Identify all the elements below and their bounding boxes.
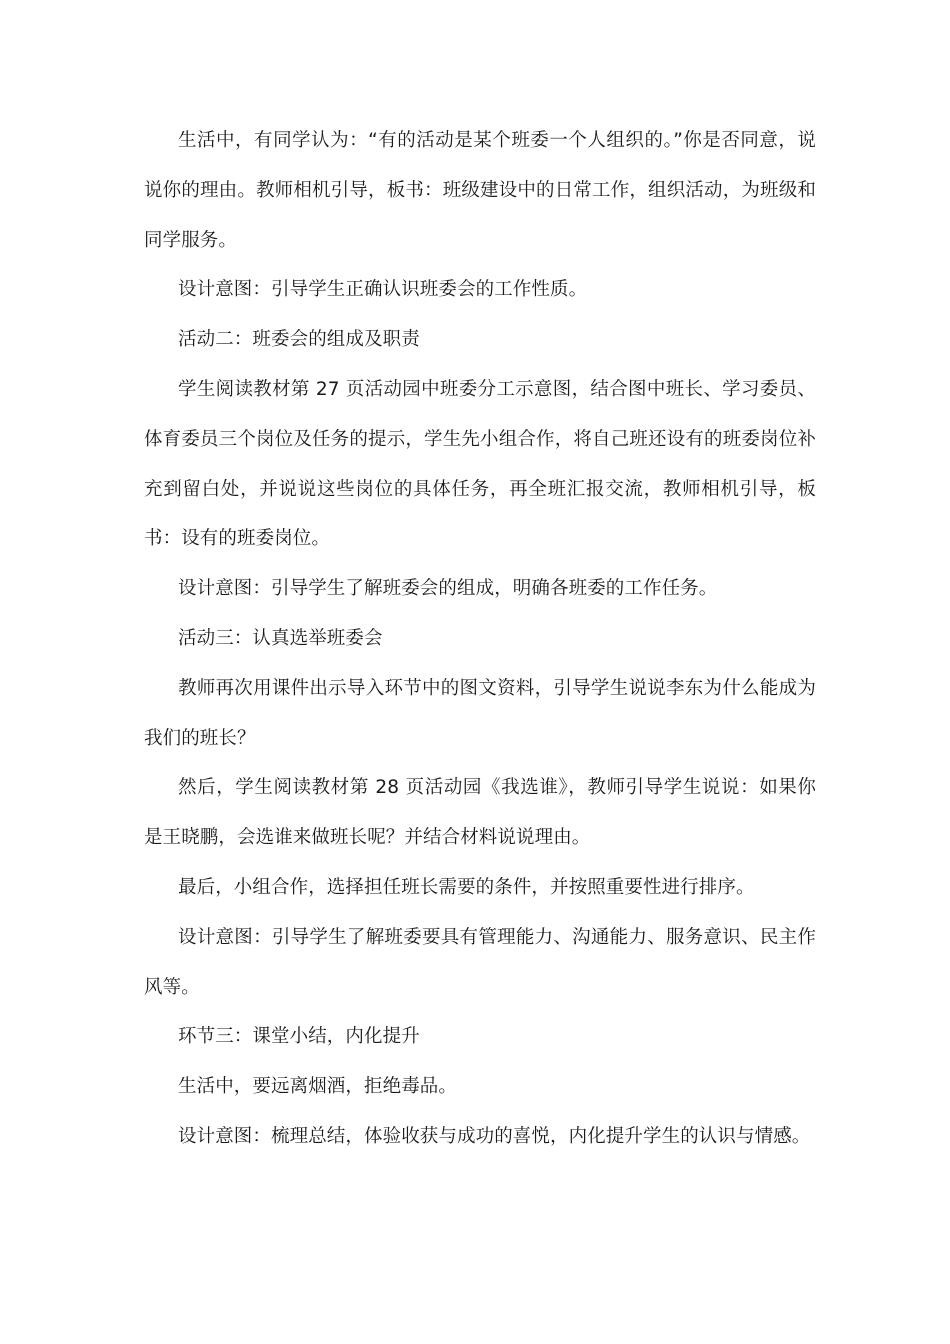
paragraph-life-example: 生活中，有同学认为：“有的活动是某个班委一个人组织的。”你是否同意，说说你的理由。教师相机引导，板书：班级建设中的日常工作，组织活动，为班级和同学服务。 bbox=[144, 130, 816, 251]
heading-section-three: 环节三：课堂小结，内化提升 bbox=[178, 1026, 420, 1048]
paragraph-then: 然后，学生阅读教材第 28 页活动园《我选谁》，教师引导学生说说：如果你是王晓鹏，会选谁来做班长呢？并结合材料说说理由。 bbox=[144, 777, 816, 849]
paragraph-design-intent-2: 设计意图：引导学生了解班委会的组成，明确各班委的工作任务。 bbox=[178, 578, 718, 600]
paragraph-finally: 最后，小组合作，选择担任班长需要的条件，并按照重要性进行排序。 bbox=[178, 876, 755, 898]
paragraph-activity-two-body: 学生阅读教材第 27 页活动园中班委分工示意图，结合图中班长、学习委员、体育委员三个岗位及任务的提示，学生先小组合作，将自己班还设有的班委岗位补充到留白处，并说说这些岗位的具体任务，再全班汇报交流，教师相机引导，板书：设有的班委岗位。 bbox=[144, 378, 816, 550]
paragraph-design-intent-4: 设计意图：梳理总结，体验收获与成功的喜悦，内化提升学生的认识与情感。 bbox=[178, 1125, 811, 1147]
heading-activity-three: 活动三：认真选举班委会 bbox=[178, 627, 383, 649]
paragraph-design-intent-3: 设计意图：引导学生了解班委要具有管理能力、沟通能力、服务意识、民主作风等。 bbox=[144, 926, 816, 998]
heading-activity-two: 活动二：班委会的组成及职责 bbox=[178, 329, 420, 351]
paragraph-design-intent-1: 设计意图：引导学生正确认识班委会的工作性质。 bbox=[178, 279, 588, 301]
document-body bbox=[144, 116, 816, 1162]
paragraph-life-advice: 生活中，要远离烟酒，拒绝毒品。 bbox=[178, 1076, 458, 1098]
paragraph-activity-three-intro: 教师再次用课件出示导入环节中的图文资料，引导学生说说李东为什么能成为我们的班长？ bbox=[144, 677, 816, 749]
